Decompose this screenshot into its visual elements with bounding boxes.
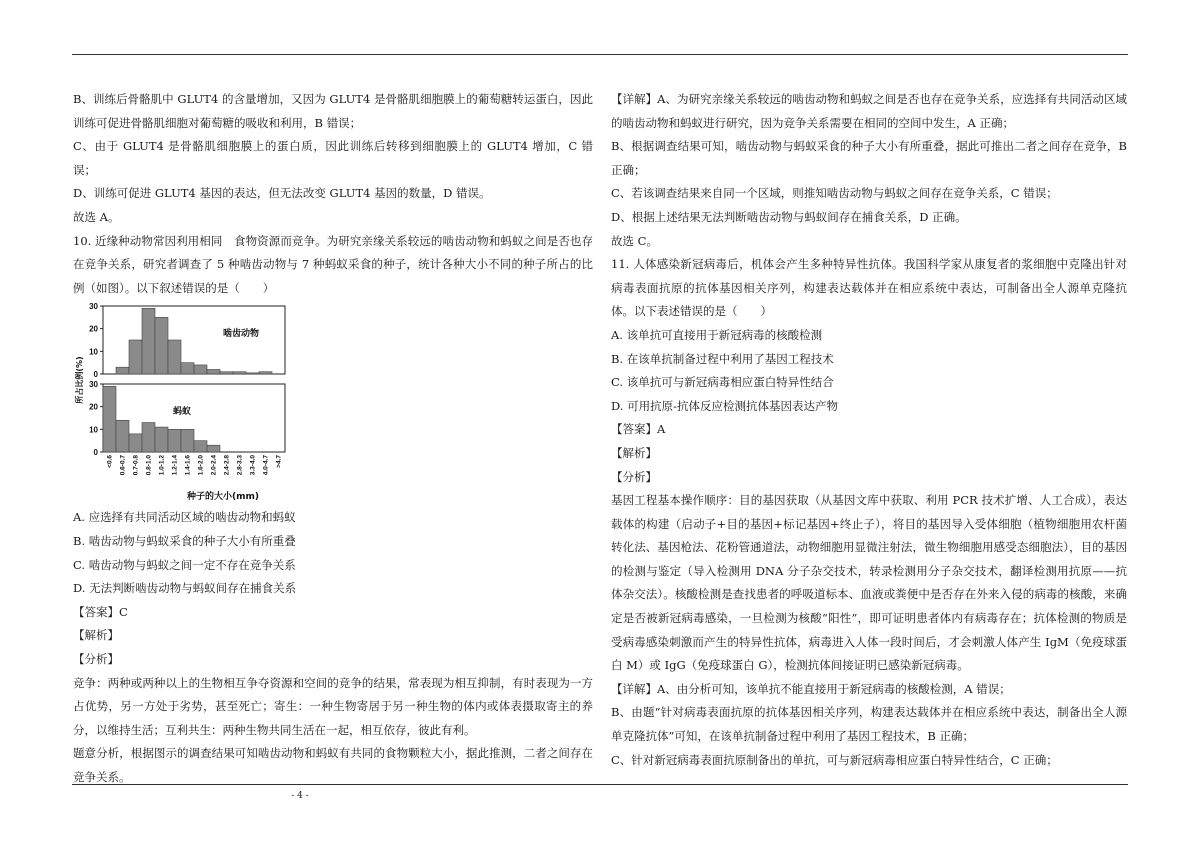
analysis-paragraph: 竞争：两种或两种以上的生物相互争夺资源和空间的竞争的结果，常表现为相互抑制，有时表现为一方占优势，另一方处于劣势，甚至死亡；寄生：一种生物寄居于另一种生物的体内或体表摄取寄主的养分，以维持生活；互利共生：两种生物共同生活在一起，相互依存，彼此有利。 — [73, 675, 593, 737]
analysis-paragraph: 基因工程基本操作顺序：目的基因获取（从基因文库中获取、利用 PCR 技术扩增、人工合成），表达载体的构建（启动子+目的基因+标记基因+终止子），将目的基因导入受体细胞（植物细胞用农杆菌转化法、基因枪法、花粉管通道法，动物细胞用显微注射法，微生物细胞用感受态细胞法），目的基因的检测与鉴定（导入检测用 DNA 分子杂交技术，转录检测用分子杂交技术，翻译检测用抗原——抗体杂交法）。核酸检测是查找患者的呼吸道标本、血液或粪便中是否存在外来入侵的病毒的核酸，来确定是否被新冠病毒感染，一旦检测为核酸“阳性”，即可证明患者体内有病毒存在；抗体检测的物质是受病毒感染刺激而产生的特异性抗体，病毒进入人体一段时间后，才会刺激人体产生 IgM（免疫球蛋白 M）或 IgG（免疫球蛋白 G），检测抗体间接证明已感染新冠病毒。 — [611, 493, 1127, 673]
y-axis-label: 所占比例(%) — [75, 356, 84, 405]
x-axis-label: 种子的大小(mm) — [187, 492, 259, 503]
x-tick-label: >4.7 — [275, 455, 283, 469]
seed-size-histogram — [73, 302, 313, 502]
y-tick-label: 20 — [89, 325, 98, 335]
histogram-bar — [259, 372, 272, 374]
histogram-bar — [129, 340, 142, 374]
option-b: B. 在该单抗制备过程中利用了基因工程技术 — [611, 351, 834, 366]
detail-c: C、针对新冠病毒表面抗原制备出的单抗，可与新冠病毒相应蛋白特异性结合，C 正确； — [611, 752, 1058, 767]
histogram-bar — [129, 434, 142, 452]
answer-choice: 故选 C。 — [611, 233, 658, 248]
option-a: A. 该单抗可直接用于新冠病毒的核酸检测 — [611, 327, 823, 342]
histogram-bar — [233, 372, 246, 374]
option-d: D. 无法判断啮齿动物与蚂蚁间存在捕食关系 — [73, 581, 297, 596]
y-tick-label: 10 — [89, 347, 98, 357]
left-column — [73, 88, 593, 789]
x-tick-label: 0.8-1.0 — [145, 455, 153, 476]
question-10: 10. 近缘种动物常因利用相同 食物资源而竞争。为研究亲缘关系较远的啮齿动物和蚂蚁之间是否也存在竞争关系，研究者调查了 5 种啮齿动物与 7 种蚂蚁采食的种子，统计各种大小不同的种子所占的比例（如图）。以下叙述错误的是（ ） — [73, 233, 593, 295]
paragraph: C、由于 GLUT4 是骨骼肌细胞膜上的蛋白质，因此训练后转移到细胞膜上的 GLUT4 增加，C 错误； — [73, 139, 593, 177]
jiexi-label: 【解析】 — [73, 628, 119, 643]
option-c: C. 啮齿动物与蚂蚁之间一定不存在竞争关系 — [73, 557, 296, 572]
page-number: - 4 - — [291, 791, 309, 801]
x-tick-label: 4.0-4.7 — [262, 455, 270, 476]
fenxi-label: 【分析】 — [611, 469, 657, 484]
histogram-bar — [207, 446, 220, 453]
detail-d: D、根据上述结果无法判断啮齿动物与蚂蚁间存在捕食关系，D 正确。 — [611, 209, 967, 224]
x-tick-label: 2.0-2.4 — [210, 455, 218, 476]
fenxi-label: 【分析】 — [73, 651, 119, 666]
question-11: 11. 人体感染新冠病毒后，机体会产生多种特异性抗体。我国科学家从康复者的浆细胞中克隆出针对病毒表面抗原的抗体基因相关序列，构建表达载体并在相应系统中表达，可制备出全人源单克隆抗体。以下表述错误的是（ ） — [611, 257, 1127, 319]
histogram-bar — [116, 421, 129, 453]
x-tick-label: 1.0-1.2 — [158, 455, 166, 476]
header-rule — [72, 54, 1128, 55]
answer-label: 【答案】C — [73, 604, 128, 619]
option-d: D. 可用抗原-抗体反应检测抗体基因表达产物 — [611, 398, 839, 413]
y-tick-label: 0 — [93, 448, 98, 458]
histogram-bar — [116, 368, 129, 375]
answer-label: 【答案】A — [611, 422, 666, 437]
histogram-bar — [194, 365, 207, 374]
histogram-bar — [181, 363, 194, 374]
y-tick-label: 0 — [93, 370, 98, 380]
histogram-bar — [168, 430, 181, 453]
x-tick-label: <0.6 — [106, 455, 114, 469]
histogram-bar — [207, 370, 220, 375]
option-c: C. 该单抗可与新冠病毒相应蛋白特异性结合 — [611, 375, 834, 390]
histogram-bar — [155, 318, 168, 375]
x-tick-label: 1.6-2.0 — [197, 455, 205, 476]
x-tick-label: 3.3-4.0 — [249, 455, 257, 476]
histogram-bar — [142, 423, 155, 452]
y-tick-label: 30 — [89, 380, 98, 390]
detail-c: C、若该调查结果来自同一个区域，则推知啮齿动物与蚂蚁之间存在竞争关系，C 错误； — [611, 186, 1058, 201]
jiexi-label: 【解析】 — [611, 445, 657, 460]
histogram-bar — [168, 340, 181, 374]
paragraph: B、训练后骨骼肌中 GLUT4 的含量增加，又因为 GLUT4 是骨骼肌细胞膜上的葡萄糖转运蛋白，因此训练可促进骨骼肌细胞对葡萄糖的吸收和利用，B 错误； — [73, 92, 593, 130]
histogram-bar — [142, 309, 155, 375]
detail-a: 【详解】A、由分析可知，该单抗不能直接用于新冠病毒的核酸检测，A 错误； — [611, 681, 1011, 696]
y-tick-label: 10 — [89, 425, 98, 435]
footer-rule — [72, 784, 1128, 785]
x-tick-label: 2.8-3.3 — [236, 455, 244, 476]
detail-b: B、根据调查结果可知，啮齿动物与蚂蚁采食的种子大小有所重叠，据此可推出二者之间存在竞争，B 正确； — [611, 139, 1127, 177]
x-tick-label: 2.4-2.8 — [223, 455, 231, 476]
series-label: 蚂蚁 — [173, 407, 192, 418]
x-tick-label: 0.6-0.7 — [119, 455, 127, 476]
histogram-bar — [103, 387, 116, 453]
series-label: 啮齿动物 — [223, 329, 260, 340]
x-tick-label: 0.7-0.8 — [132, 455, 140, 476]
option-a: A. 应选择有共同活动区域的啮齿动物和蚂蚁 — [73, 510, 296, 525]
x-tick-label: 1.2-1.4 — [171, 455, 179, 476]
y-tick-label: 20 — [89, 403, 98, 413]
detail-a: 【详解】A、为研究亲缘关系较远的啮齿动物和蚂蚁之间是否也存在竞争关系，应选择有共同活动区域的啮齿动物和蚂蚁进行研究，因为竞争关系需要在相同的空间中发生，A 正确； — [611, 92, 1127, 130]
histogram-bar — [194, 441, 207, 452]
histogram-bar — [181, 430, 194, 453]
detail-b: B、由题“针对病毒表面抗原的抗体基因相关序列，构建表达载体并在相应系统中表达，制备出全人源单克隆抗体”可知，在该单抗制备过程中利用了基因工程技术，B 正确； — [611, 705, 1127, 744]
right-column — [611, 88, 1127, 772]
histogram-bar — [155, 427, 168, 452]
y-tick-label: 30 — [89, 302, 98, 312]
histogram-bar — [220, 372, 233, 374]
paragraph: 故选 A。 — [73, 209, 120, 224]
x-tick-label: 1.4-1.6 — [184, 455, 192, 476]
analysis-paragraph: 题意分析，根据图示的调查结果可知啮齿动物和蚂蚁有共同的食物颗粒大小，据此推测，二者之间存在竞争关系。 — [73, 746, 593, 784]
histogram-svg — [73, 302, 313, 502]
option-b: B. 啮齿动物与蚂蚁采食的种子大小有所重叠 — [73, 533, 296, 548]
histogram-bar — [246, 373, 259, 374]
paragraph: D、训练可促进 GLUT4 基因的表达，但无法改变 GLUT4 基因的数量，D 错误。 — [73, 186, 491, 201]
